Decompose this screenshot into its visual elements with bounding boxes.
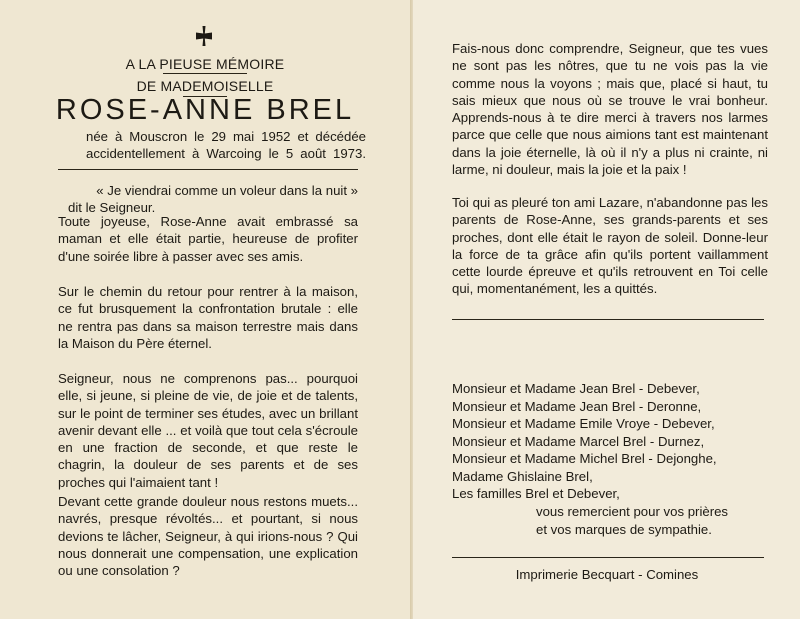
family-line: Monsieur et Madame Jean Brel - Debever, <box>452 381 700 396</box>
divider <box>452 319 764 320</box>
thanks-text <box>536 503 776 538</box>
prayer-paragraph: Fais-nous donc comprendre, Seigneur, que tes vues ne sont pas les nôtres, que tu ne vois pas la vie comme nous la voyons ; mais que, placé si haut, tu sais mieux que nous où se trouve le vrai bonheur. Apprends-nous à te dire merci à travers nos larmes parce que celle que nous aimions tant est maintenant dans la joie éternelle, là où il n'y a plus ni crainte, ni larme, ni douleur, mais la joie et la paix ! <box>452 41 768 178</box>
family-line: Madame Ghislaine Brel, <box>452 468 593 484</box>
prayer-paragraph: Toi qui as pleuré ton ami Lazare, n'abandonne pas les parents de Rose-Anne, ses grands-parents et ses proches, dont elle était le rayon de soleil. Donne-leur la force de ta grâce afin qu'ils portent vaillamment cette lourde épreuve et qu'ils retrouvent en Toi celle qui, momentanément, les a quittés. <box>452 195 768 297</box>
divider <box>163 73 247 74</box>
family-line: Monsieur et Madame Emile Vroye - Debever, <box>452 416 715 431</box>
family-line: Monsieur et Madame Marcel Brel - Durnez, <box>452 433 705 449</box>
thanks-line: vous remercient pour vos prières <box>536 504 729 519</box>
family-list <box>452 380 772 503</box>
family-line: Les familles Brel et Debever, <box>452 486 620 501</box>
printer-credit: Imprimerie Becquart - Comines <box>515 567 699 582</box>
paragraph: Sur le chemin du retour pour rentrer à la maison, ce fut brusquement la confrontation brutale : elle ne rentra pas dans sa maison terrestre mais dans la Maison du Père éternel. <box>58 284 358 351</box>
scripture-quote <box>58 182 358 217</box>
divider <box>452 557 764 558</box>
divider <box>58 169 358 170</box>
quote-line: « Je viendrai comme un voleur dans la nuit » <box>96 183 358 198</box>
family-line: Monsieur et Madame Michel Brel - Dejonghe, <box>452 451 717 466</box>
family-line: Monsieur et Madame Jean Brel - Deronne, <box>452 398 702 414</box>
thanks-line: et vos marques de sympathie. <box>536 521 712 537</box>
memorial-subheading: DE MADEMOISELLE <box>136 78 274 94</box>
memorial-heading: A LA PIEUSE MÉMOIRE <box>125 56 285 72</box>
cross-icon <box>192 24 216 48</box>
deceased-name: ROSE-ANNE BREL <box>55 94 355 126</box>
paragraph: Toute joyeuse, Rose-Anne avait embrassé sa maman et elle était partie, heureuse de profiter d'une soirée libre à passer avec ses amis. <box>58 214 358 264</box>
paragraph: Seigneur, nous ne comprenons pas... pourquoi elle, si jeune, si pleine de vie, de joie et de talents, sur le point de terminer ses études, avec un brillant avenir devant elle ... et voilà que tout cela s'écroule en une fraction de seconde, et que reste le chagrin, la douleur de ses parents et de ses proches qui l'aimaient tant ! <box>58 371 358 490</box>
birth-death-text: née à Mouscron le 29 mai 1952 et décédée accidentellement à Warcoing le 5 août 1973. <box>86 129 366 162</box>
quote-attribution: dit le Seigneur. <box>68 200 156 216</box>
paragraph: Devant cette grande douleur nous restons muets... navrés, presque révoltés... et pourtant, si nous devions te lâcher, Seigneur, à qui irions-nous ? Qui nous donnerait une compensation, une explication ou une consolation ? <box>58 494 358 579</box>
